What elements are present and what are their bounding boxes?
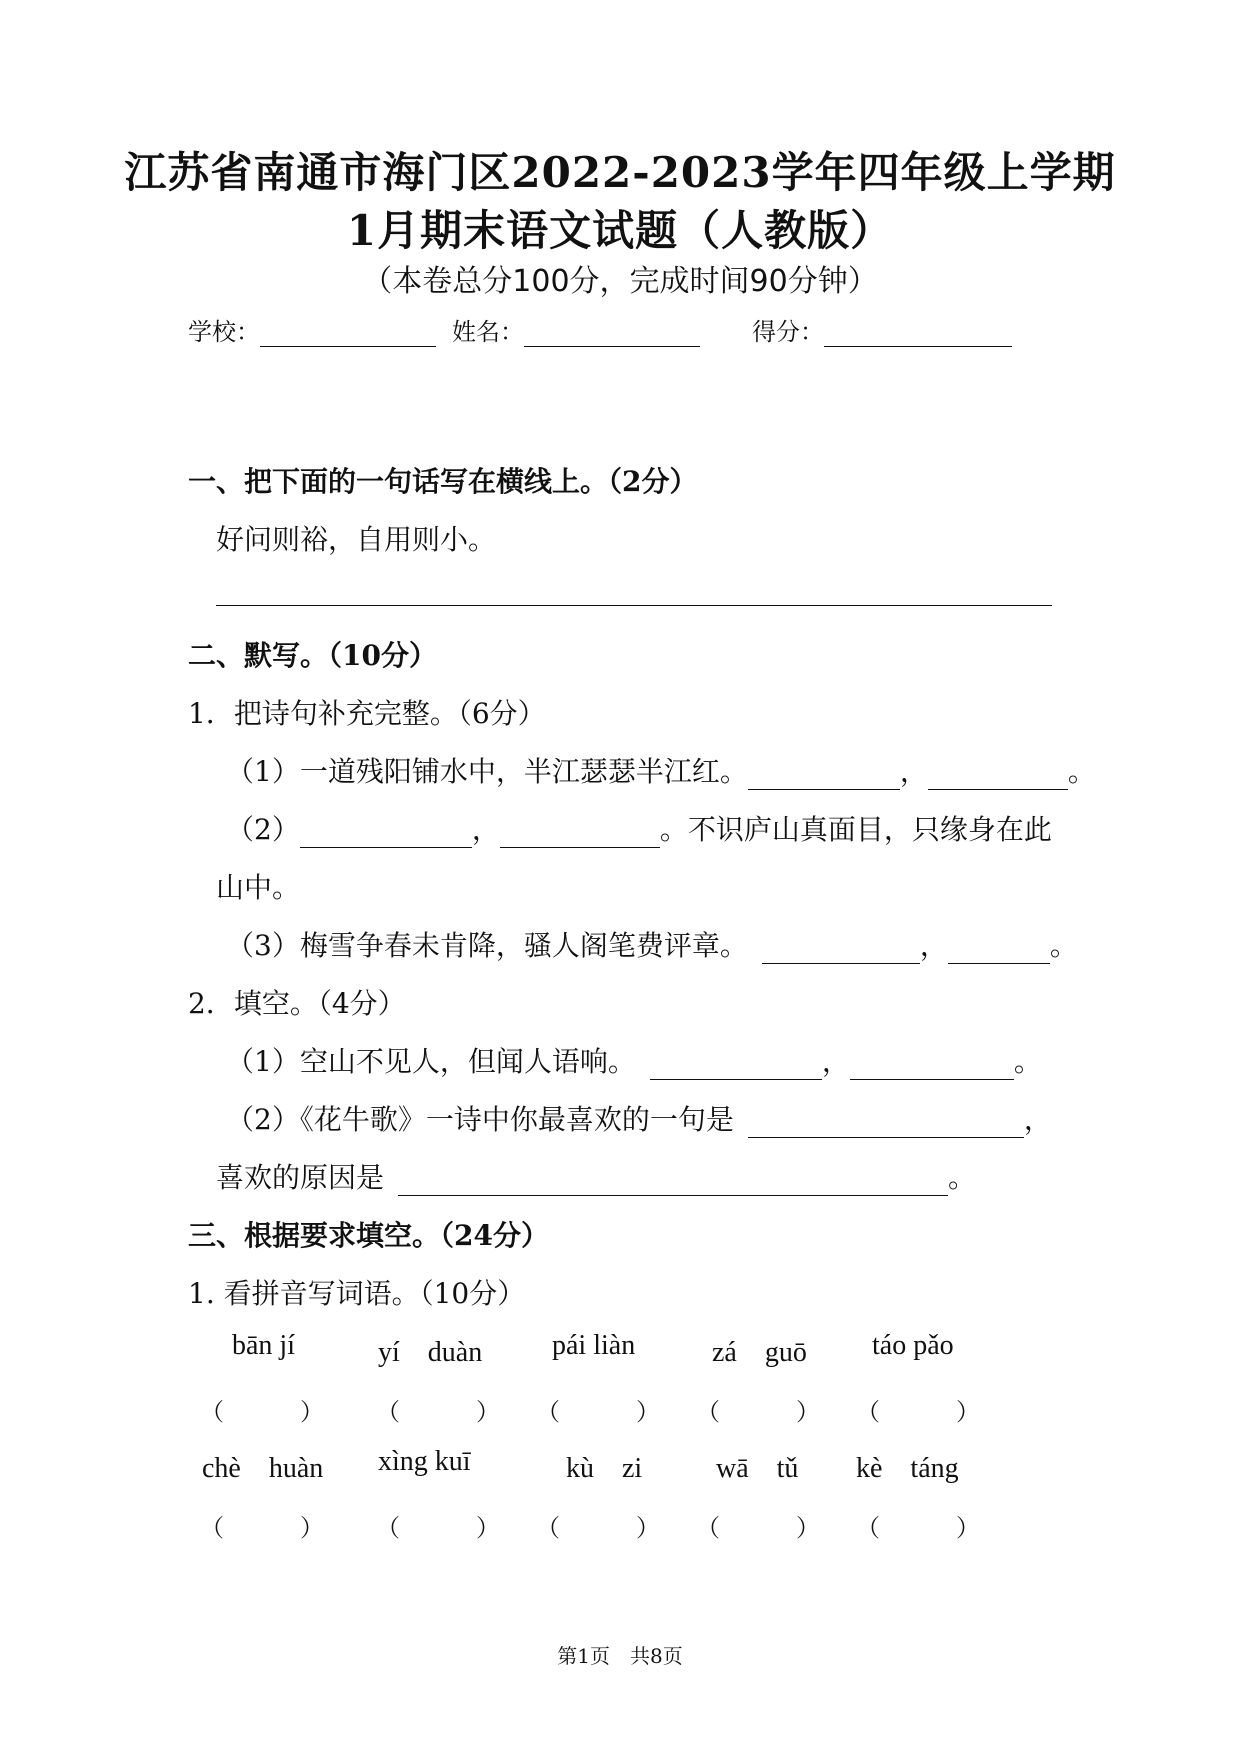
answer-box-1-1[interactable]: （ ）: [200, 1398, 324, 1426]
s2-q2-reason-label: 喜欢的原因是: [216, 1161, 385, 1194]
s2-q2-item1-blank1[interactable]: [650, 1053, 822, 1080]
name-field: [452, 312, 700, 347]
s2-q2-item1-text: （1）空山不见人，但闻人语响。: [226, 1045, 636, 1078]
name-blank[interactable]: [524, 320, 700, 347]
answer-box-2-1[interactable]: （ ）: [200, 1514, 324, 1542]
s3-q1-label: 1. 看拼音写词语。（10分）: [188, 1277, 526, 1310]
pinyin-1-4: zá guō: [712, 1337, 807, 1368]
s2-q1-item1-blank1[interactable]: [748, 763, 900, 790]
answer-box-1-2[interactable]: （ ）: [376, 1398, 500, 1426]
page-number: 第1页 共8页: [557, 1644, 683, 1668]
period: 。: [1067, 755, 1096, 788]
comma: ，: [821, 1045, 850, 1078]
section3-heading: 三、根据要求填空。（24分）: [188, 1219, 549, 1252]
score-blank[interactable]: [824, 320, 1012, 347]
answer-box-1-4[interactable]: （ ）: [696, 1398, 820, 1426]
s2-q2-label: 2．填空。（4分）: [188, 987, 406, 1020]
comma: ，: [471, 813, 500, 846]
exam-subtitle: （本卷总分100分，完成时间90分钟）: [362, 264, 878, 299]
pinyin-1-5: táo pǎo: [872, 1330, 954, 1361]
s2-q1-item2-prefix: （2）: [226, 813, 300, 846]
period: 。: [1049, 929, 1078, 962]
s2-q1-item2-suffix: 。不识庐山真面目，只缘身在此: [659, 813, 1052, 846]
s2-q2-item2-cont: [216, 1156, 976, 1196]
section1-sentence: 好问则裕，自用则小。: [216, 523, 497, 556]
name-label: 姓名：: [452, 318, 524, 346]
pinyin-2-2: xìng kuī: [378, 1446, 471, 1477]
score-label: 得分：: [752, 318, 824, 346]
exam-title-line2: 1月期末语文试题（人教版）: [346, 206, 894, 255]
s2-q2-reason-blank[interactable]: [398, 1169, 948, 1196]
s2-q1-item2-blank1[interactable]: [300, 821, 472, 848]
s2-q1-item1-text: （1）一道残阳铺水中，半江瑟瑟半江红。: [226, 755, 748, 788]
pinyin-1-1: bān jí: [232, 1330, 295, 1361]
answer-box-2-2[interactable]: （ ）: [376, 1514, 500, 1542]
comma: ，: [1023, 1103, 1052, 1136]
section2-heading: 二、默写。（10分）: [188, 639, 437, 672]
s2-q1-item2-cont: 山中。: [216, 871, 301, 904]
answer-box-1-5[interactable]: （ ）: [856, 1398, 980, 1426]
s2-q1-item3-blank1[interactable]: [762, 937, 920, 964]
pinyin-2-5: kè táng: [856, 1453, 959, 1484]
s2-q2-item1: [226, 1040, 1042, 1080]
s2-q1-item1-blank2[interactable]: [928, 763, 1068, 790]
s2-q2-item2-blank1[interactable]: [748, 1111, 1024, 1138]
s2-q1-item2: [226, 808, 1052, 848]
s2-q1-item3-blank2[interactable]: [948, 937, 1050, 964]
comma: ，: [899, 755, 928, 788]
answer-box-2-4[interactable]: （ ）: [696, 1514, 820, 1542]
pinyin-2-1: chè huàn: [202, 1453, 324, 1484]
pinyin-1-3: pái liàn: [552, 1330, 636, 1361]
pinyin-2-4: wā tǔ: [716, 1453, 799, 1484]
score-field: [752, 312, 1012, 347]
s2-q2-item2: [226, 1098, 1052, 1138]
period: 。: [1013, 1045, 1042, 1078]
section1-answer-line[interactable]: [216, 605, 1052, 606]
pinyin-1-2: yí duàn: [378, 1337, 483, 1368]
s2-q2-item2-text: （2）《花牛歌》一诗中你最喜欢的一句是: [226, 1103, 734, 1136]
s2-q1-item3: [226, 924, 1078, 964]
school-label: 学校：: [188, 318, 260, 346]
exam-title-line1: 江苏省南通市海门区2022-2023学年四年级上学期: [124, 148, 1116, 197]
answer-box-1-3[interactable]: （ ）: [536, 1398, 660, 1426]
s2-q1-item3-text: （3）梅雪争春未肯降，骚人阁笔费评章。: [226, 929, 748, 962]
school-blank[interactable]: [260, 320, 436, 347]
s2-q2-item1-blank2[interactable]: [850, 1053, 1014, 1080]
comma: ，: [919, 929, 948, 962]
section1-heading: 一、把下面的一句话写在横线上。（2分）: [188, 465, 698, 498]
s2-q1-item2-blank2[interactable]: [500, 821, 660, 848]
school-field: [188, 312, 436, 347]
s2-q1-label: 1．把诗句补充完整。（6分）: [188, 697, 546, 730]
s2-q1-item1: [226, 750, 1096, 790]
pinyin-2-3: kù zi: [566, 1453, 643, 1484]
answer-box-2-3[interactable]: （ ）: [536, 1514, 660, 1542]
answer-box-2-5[interactable]: （ ）: [856, 1514, 980, 1542]
period: 。: [948, 1161, 977, 1194]
